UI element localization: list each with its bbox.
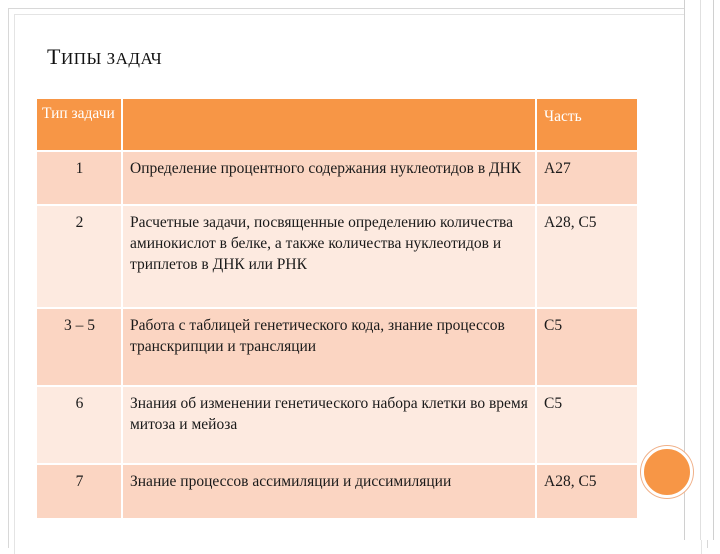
table-row [37, 386, 637, 464]
decorative-circle-icon [641, 446, 693, 498]
cell-task-type: 2 [37, 205, 122, 308]
slide-title [47, 44, 162, 70]
table-row [37, 205, 637, 308]
table-row [37, 308, 637, 386]
cell-task-type: 6 [37, 386, 122, 464]
cell-part: А28, С5 [536, 464, 637, 519]
title-initial: Т [47, 44, 61, 69]
cell-description: Расчетные задачи, посвященные определению количества аминокислот в белке, а также количества нуклеотидов и триплетов в ДНК или РНК [122, 205, 536, 308]
cell-part: С5 [536, 308, 637, 386]
title-rest: ИПЫ ЗАДАЧ [60, 49, 163, 68]
cell-description: Знание процессов ассимиляции и диссимиляции [122, 464, 536, 519]
cell-task-type: 3 – 5 [37, 308, 122, 386]
header-part: Часть [536, 99, 637, 151]
cell-description: Работа с таблицей генетического кода, знание процессов транскрипции и трансляции [122, 308, 536, 386]
cell-part: А27 [536, 151, 637, 205]
task-types-table [37, 99, 637, 520]
header-description [122, 99, 536, 151]
cell-description: Определение процентного содержания нуклеотидов в ДНК [122, 151, 536, 205]
table-row [37, 151, 637, 205]
header-task-type: Тип задачи [37, 99, 122, 151]
table-row [37, 464, 637, 519]
cell-task-type: 1 [37, 151, 122, 205]
side-rail-divider [700, 0, 701, 540]
cell-part: А28, С5 [536, 205, 637, 308]
cell-task-type: 7 [37, 464, 122, 519]
cell-part: С5 [536, 386, 637, 464]
table-header-row [37, 99, 637, 151]
cell-description: Знания об изменении генетического набора клетки во время митоза и мейоза [122, 386, 536, 464]
